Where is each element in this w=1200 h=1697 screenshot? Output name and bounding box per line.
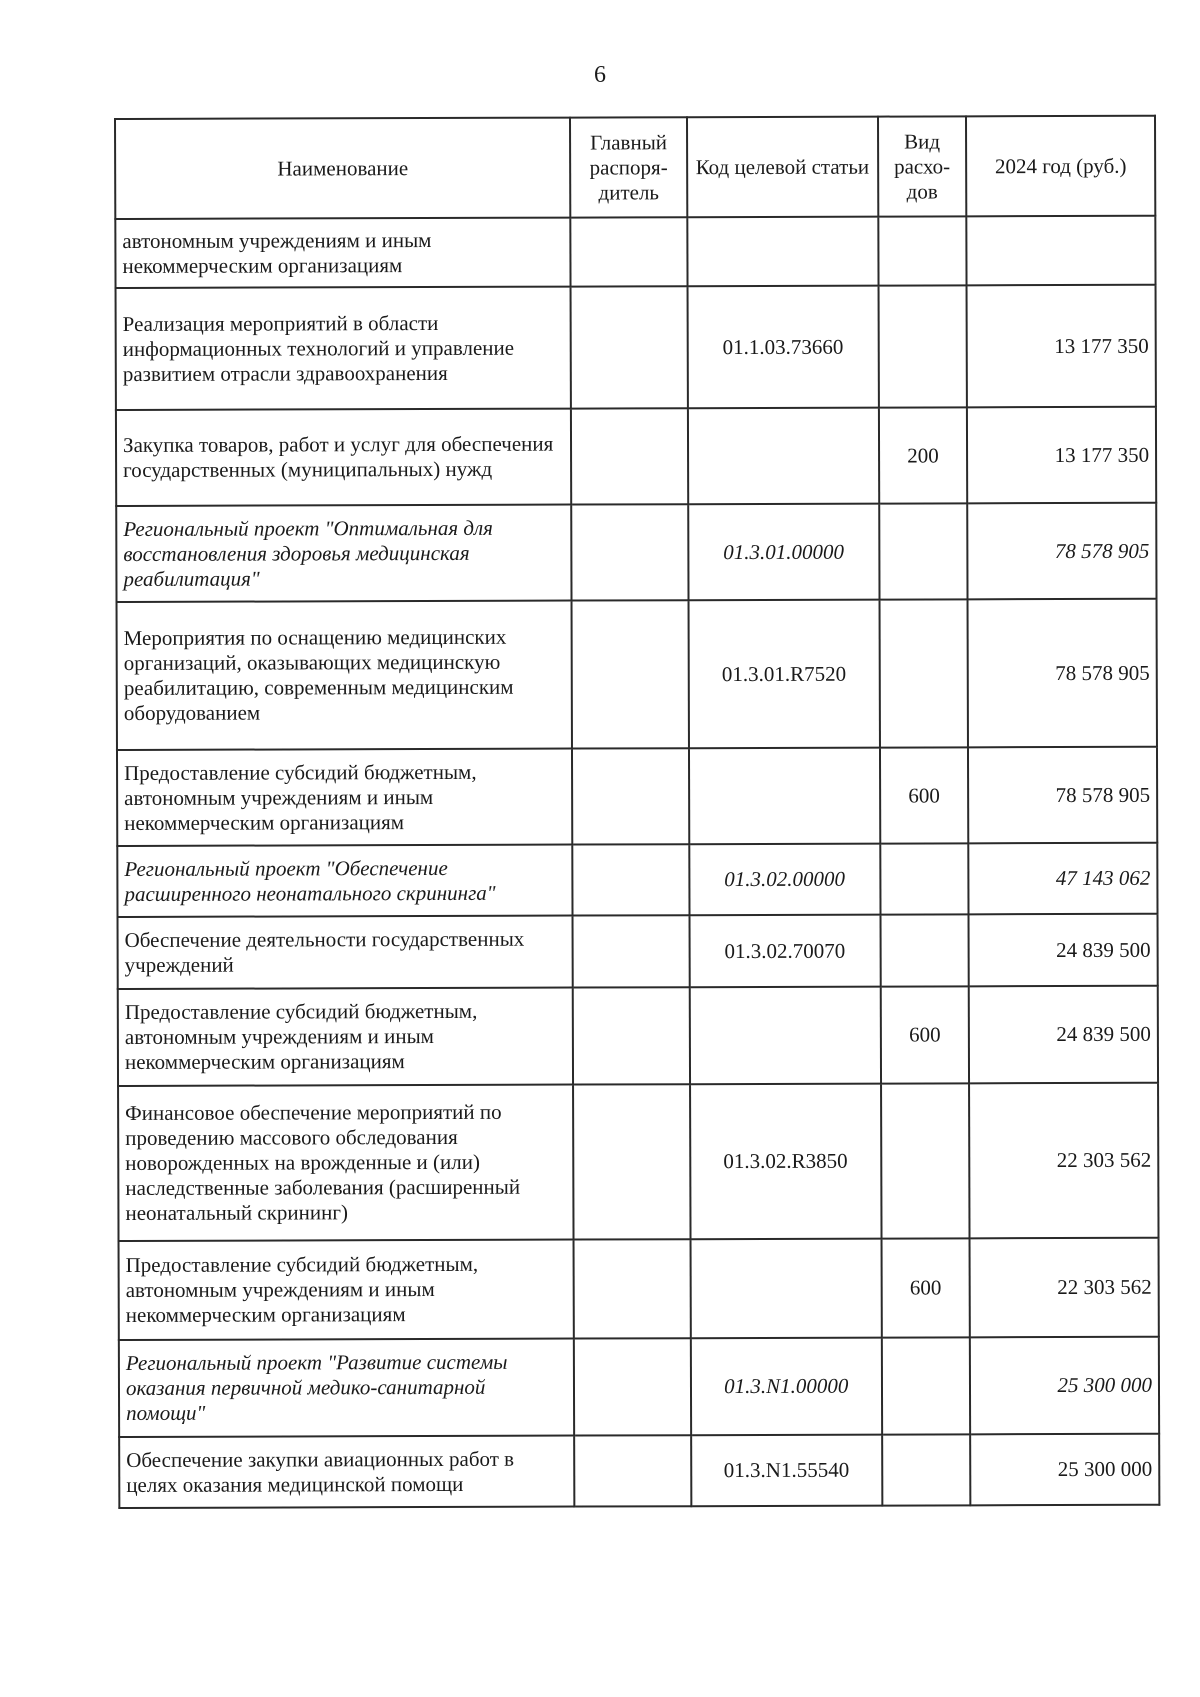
cell-name: Предоставление субсидий бюджетным, автономным учреждениям и иным некоммерческим организациям (119, 1240, 575, 1340)
table-row (116, 285, 1156, 410)
cell-name: Предоставление субсидий бюджетным, автономным учреждениям и иным некоммерческим организациям (117, 749, 573, 846)
cell-code: 01.1.03.73660 (687, 286, 878, 409)
table-row (116, 503, 1156, 602)
page-number: 6 (594, 62, 606, 88)
cell-name: Обеспечение закупки авиационных работ в целях оказания медицинской помощи (119, 1436, 574, 1508)
cell-type (882, 1337, 971, 1434)
cell-type (880, 843, 969, 914)
cell-name: Региональный проект "Развитие системы оказания первичной медико-санитарной помощи" (119, 1339, 575, 1437)
cell-type: 200 (879, 407, 968, 503)
cell-code: 01.3.01.R7520 (688, 600, 879, 749)
cell-name: Предоставление субсидий бюджетным, автономным учреждениям и иным некоммерческим организациям (118, 988, 574, 1086)
cell-amount: 78 578 905 (968, 599, 1157, 748)
cell-amount: 78 578 905 (968, 747, 1157, 844)
table-row (118, 1083, 1158, 1241)
cell-amount (966, 216, 1155, 286)
table-row (119, 1337, 1159, 1437)
cell-name: Обеспечение деятельности государственных учреждений (118, 916, 573, 989)
cell-amount: 13 177 350 (967, 407, 1156, 504)
cell-name: Закупка товаров, работ и услуг для обеспечения государственных (муниципальных) нужд (116, 409, 572, 506)
cell-code (687, 217, 878, 287)
cell-amount: 78 578 905 (967, 503, 1156, 600)
col-header-name: Наименование (115, 118, 571, 219)
col-header-amount: 2024 год (руб.) (966, 116, 1155, 217)
cell-amount: 22 303 562 (969, 1083, 1158, 1239)
cell-name: Региональный проект "Обеспечение расширенного неонатального скрининга" (117, 845, 572, 917)
cell-code (688, 408, 879, 505)
cell-code: 01.3.02.00000 (689, 844, 880, 916)
cell-type (878, 216, 967, 285)
cell-type (878, 285, 967, 407)
cell-amount: 47 143 062 (968, 843, 1157, 915)
cell-type: 600 (881, 1238, 970, 1337)
cell-type (879, 599, 968, 747)
cell-amount: 24 839 500 (969, 914, 1158, 987)
cell-code: 01.3.N1.55540 (691, 1435, 882, 1507)
cell-manager (574, 1435, 691, 1506)
table-row (117, 843, 1157, 917)
cell-type (880, 914, 969, 986)
col-header-manager: Главный распоря-дитель (570, 117, 687, 217)
cell-amount: 25 300 000 (970, 1434, 1159, 1506)
cell-amount: 24 839 500 (969, 986, 1158, 1084)
cell-manager (571, 286, 688, 408)
cell-manager (572, 748, 689, 844)
cell-name: Реализация мероприятий в области информационных технологий и управление развитием отрасли здравоохранения (116, 287, 572, 410)
cell-manager (572, 600, 689, 748)
cell-amount: 25 300 000 (970, 1337, 1159, 1435)
cell-code: 01.3.01.00000 (688, 504, 879, 601)
col-header-type: Вид расхо-дов (878, 116, 967, 216)
cell-manager (573, 987, 690, 1084)
cell-manager (573, 915, 690, 987)
cell-code: 01.3.02.70070 (689, 915, 880, 988)
cell-type: 600 (880, 747, 969, 843)
col-header-code: Код целевой статьи (687, 117, 878, 218)
cell-amount: 13 177 350 (967, 285, 1156, 408)
cell-name: Мероприятия по оснащению медицинских организаций, оказывающих медицинскую реабилитацию, современным медицинским оборудованием (117, 601, 573, 750)
cell-type: 600 (880, 986, 969, 1083)
cell-manager (571, 217, 688, 286)
cell-type (882, 1434, 971, 1505)
cell-code: 01.3.N1.00000 (691, 1338, 882, 1436)
table-row (115, 216, 1155, 288)
cell-code (690, 1239, 881, 1339)
cell-name: Финансовое обеспечение мероприятий по проведению массового обследования новорожденных на врожденные и (или) наследственные заболевания (расширенный неонатальный скрининг) (118, 1085, 574, 1241)
table-row (117, 747, 1157, 846)
header-row (115, 116, 1155, 219)
cell-manager (574, 1338, 691, 1435)
cell-code: 01.3.02.R3850 (690, 1084, 881, 1240)
cell-type (879, 503, 968, 599)
table-row (118, 986, 1158, 1086)
cell-manager (574, 1239, 691, 1338)
table-row (118, 914, 1158, 989)
cell-type (881, 1083, 970, 1238)
table-row (116, 407, 1156, 506)
cell-manager (573, 1084, 690, 1239)
table-row (119, 1434, 1159, 1508)
cell-name: автономным учреждениям и иным некоммерческим организациям (115, 218, 570, 288)
cell-amount: 22 303 562 (970, 1238, 1159, 1338)
cell-code (689, 748, 880, 845)
table-row (119, 1238, 1159, 1340)
cell-manager (573, 844, 690, 915)
cell-code (689, 987, 880, 1085)
cell-manager (571, 504, 688, 600)
budget-table (114, 115, 1160, 1509)
cell-manager (571, 408, 688, 504)
cell-name: Региональный проект "Оптимальная для восстановления здоровья медицинская реабилитация" (116, 505, 572, 602)
table-row (117, 599, 1157, 750)
